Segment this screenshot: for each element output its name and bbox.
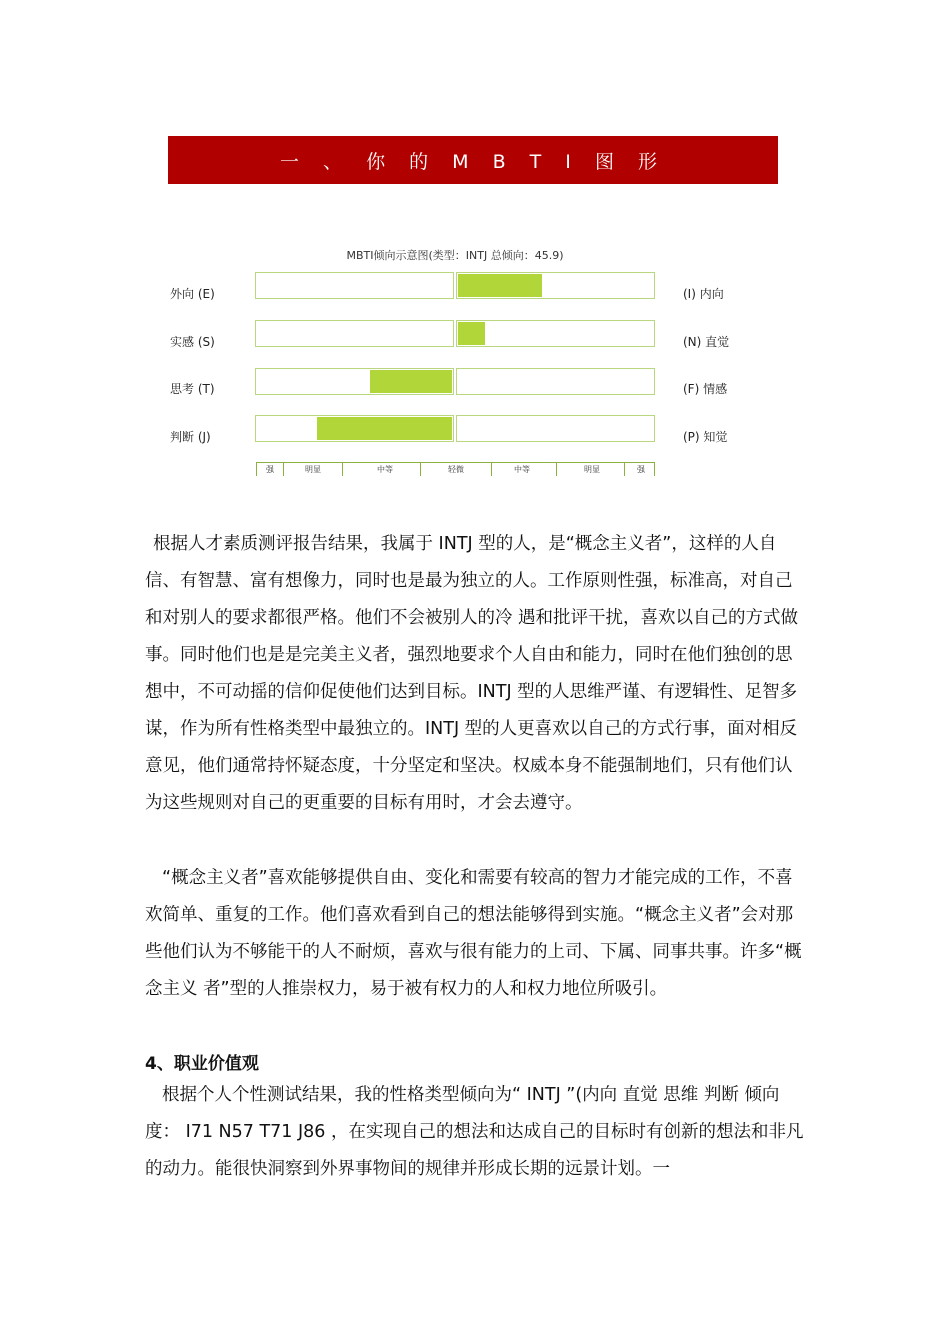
scale-label: 明显 (305, 465, 321, 474)
scale-label: 中等 (377, 465, 393, 474)
row-left-label: 思考 (T) (170, 382, 215, 396)
body-paragraph: 根据个人个性测试结果，我的性格类型倾向为“ INTJ ”(内向 直觉 思维 判断 倾向度： I71 N57 T71 J86 ，在实现自己的想法和达成自己的目标时有创新的想法和非凡的动力。能很快洞察到外界事物间的规律并形成长期的远景计划。一 (145, 1085, 804, 1179)
body-paragraph: 根据人才素质测评报告结果，我属于 INTJ 型的人，是“概念主义者”，这样的人自信、有智慧、富有想像力，同时也是最为独立的人。工作原则性强，标准高，对自己和对别人的要求都很严格。他们不会被别人的冷 遇和批评干扰，喜欢以自己的方式做事。同时他们也是是完美主义者，强烈地要求个人自由和能力，同时在他们独创的思想中，不可动摇的信仰促使他们达到目标。INTJ 型的人思维严谨、有逻辑性、足智多谋，作为所有性格类型中最独立的。INTJ 型的人更喜欢以自己的方式行事，面对相反意见，他们通常持怀疑态度，十分坚定和坚决。权威本身不能强制地们，只有他们认为这些规则对自己的更重要的目标有用时，才会去遵守。 (145, 534, 799, 813)
scale-label: 中等 (514, 465, 530, 474)
row-left-label: 判断 (J) (170, 430, 211, 444)
scale-label: 强 (637, 465, 645, 474)
scale-tick (283, 463, 284, 476)
tendency-bar (458, 274, 542, 297)
row-right-label: (I) 内向 (683, 287, 724, 301)
scale-label: 明显 (584, 465, 600, 474)
right-track (456, 368, 655, 395)
scale-tick (654, 463, 655, 476)
scale-tick (256, 463, 257, 476)
tendency-bar (370, 370, 452, 393)
row-left-label: 外向 (E) (170, 287, 215, 301)
scale-tick (342, 463, 343, 476)
scale-tick (420, 463, 421, 476)
row-right-label: (F) 情感 (683, 382, 728, 396)
banner-title: 一 、 你 的 M B T I 图 形 (280, 150, 666, 173)
scale-tick (556, 463, 557, 476)
left-track (255, 320, 454, 347)
scale-axis (256, 462, 655, 477)
tendency-bar (458, 322, 485, 345)
tendency-bar (317, 417, 452, 440)
scale-label: 强 (266, 465, 274, 474)
chart-title: MBTI倾向示意图(类型：INTJ 总倾向：45.9) (346, 249, 564, 262)
scale-tick (491, 463, 492, 476)
scale-label: 轻微 (448, 465, 464, 474)
section-banner (168, 136, 778, 184)
row-right-label: (N) 直觉 (683, 335, 730, 349)
section-heading: 4、职业价值观 (145, 1054, 259, 1074)
row-right-label: (P) 知觉 (683, 430, 728, 444)
right-track (456, 320, 655, 347)
right-track (456, 415, 655, 442)
left-track (255, 272, 454, 299)
row-left-label: 实感 (S) (170, 335, 215, 349)
scale-tick (624, 463, 625, 476)
body-paragraph: “概念主义者”喜欢能够提供自由、变化和需要有较高的智力才能完成的工作，不喜欢简单、重复的工作。他们喜欢看到自己的想法能够得到实施。“概念主义者”会对那些他们认为不够能干的人不耐烦，喜欢与很有能力的上司、下属、同事共事。许多“概念主义 者”型的人推崇权力，易于被有权力的人和权力地位所吸引。 (145, 868, 802, 999)
